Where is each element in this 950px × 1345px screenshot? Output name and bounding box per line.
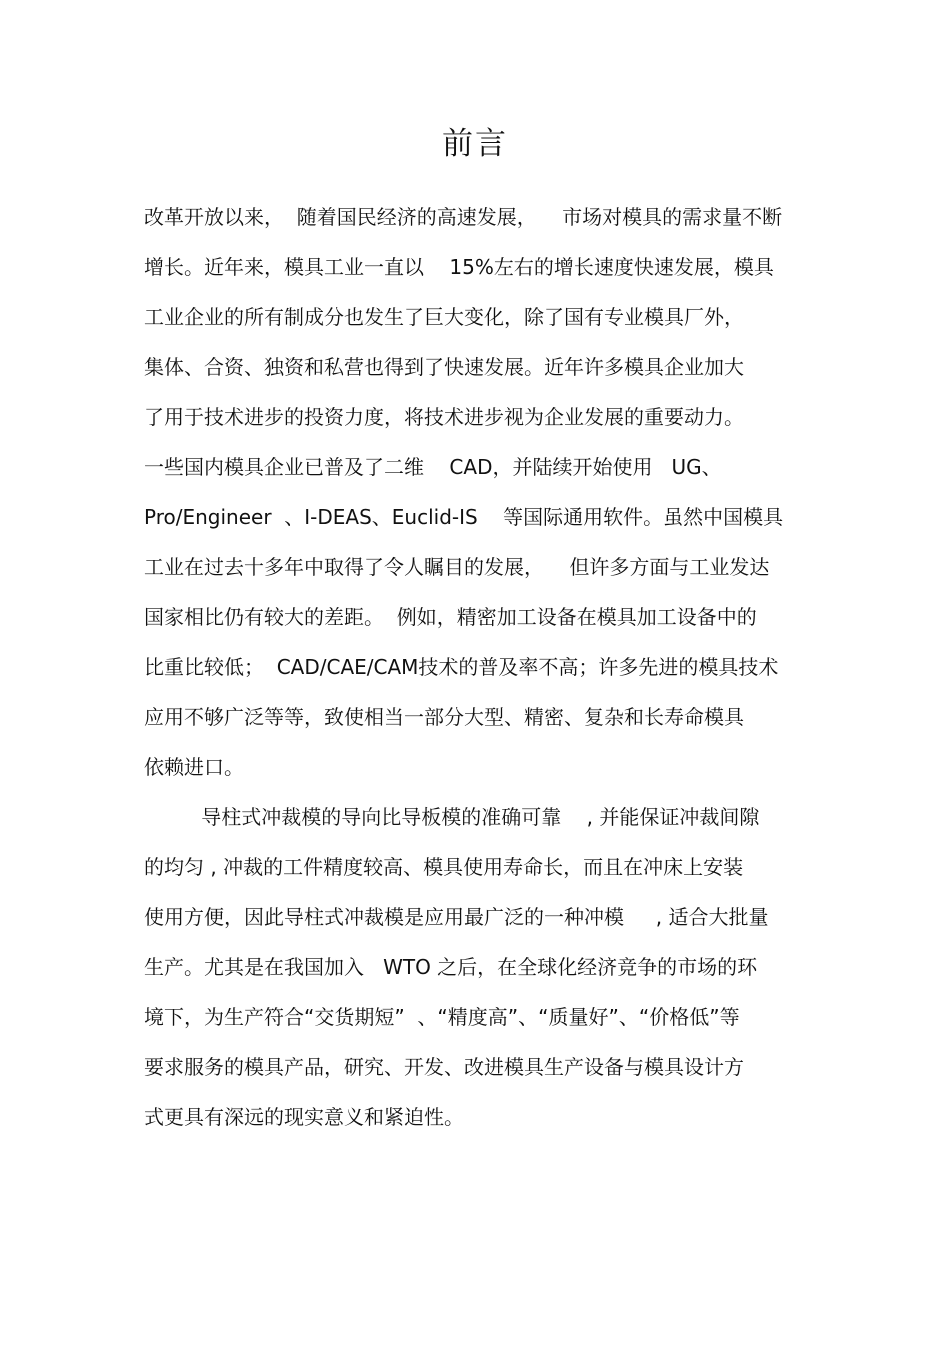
body-line: 改革开放以来， 随着国民经济的高速发展， 市场对模具的需求量不断 (144, 205, 783, 229)
body-line: 导柱式冲裁模的导向比导板模的准确可靠 , 并能保证冲裁间隙 (144, 805, 760, 829)
body-line: 一些国内模具企业已普及了二维 CAD，并陆续开始使用 UG、 (144, 455, 722, 479)
body-line: 式更具有深远的现实意义和紧迫性。 (144, 1105, 464, 1129)
body-line: 的均匀 , 冲裁的工件精度较高、模具使用寿命长，而且在冲床上安装 (144, 855, 744, 879)
page-title: 前言 (442, 126, 508, 162)
body-line: 比重比较低； CAD/CAE/CAM技术的普及率不高；许多先进的模具技术 (144, 655, 779, 679)
body-line: 境下，为生产符合“交货期短” 、“精度高”、“质量好”、“价格低”等 (144, 1005, 740, 1029)
body-line: 生产。尤其是在我国加入 WTO 之后，在全球化经济竞争的市场的环 (144, 955, 758, 979)
body-line: 工业企业的所有制成分也发生了巨大变化，除了国有专业模具厂外， (144, 305, 744, 329)
body-line: 要求服务的模具产品，研究、开发、改进模具生产设备与模具设计方 (144, 1055, 744, 1079)
body-line: 依赖进口。 (144, 755, 244, 779)
body-line: 增长。近年来，模具工业一直以 15%左右的增长速度快速发展，模具 (144, 255, 774, 279)
body-line: 了用于技术进步的投资力度，将技术进步视为企业发展的重要动力。 (144, 405, 744, 429)
body-line: 国家相比仍有较大的差距。 例如，精密加工设备在模具加工设备中的 (144, 605, 757, 629)
body-line: 应用不够广泛等等，致使相当一部分大型、精密、复杂和长寿命模具 (144, 705, 744, 729)
body-line: Pro/Engineer 、I-DEAS、Euclid-IS 等国际通用软件。虽然中国模具 (144, 505, 784, 529)
body-line: 使用方便，因此导柱式冲裁模是应用最广泛的一种冲模 , 适合大批量 (144, 905, 769, 929)
body-line: 集体、合资、独资和私营也得到了快速发展。近年许多模具企业加大 (144, 355, 744, 379)
body-line: 工业在过去十多年中取得了令人瞩目的发展， 但许多方面与工业发达 (144, 555, 770, 579)
